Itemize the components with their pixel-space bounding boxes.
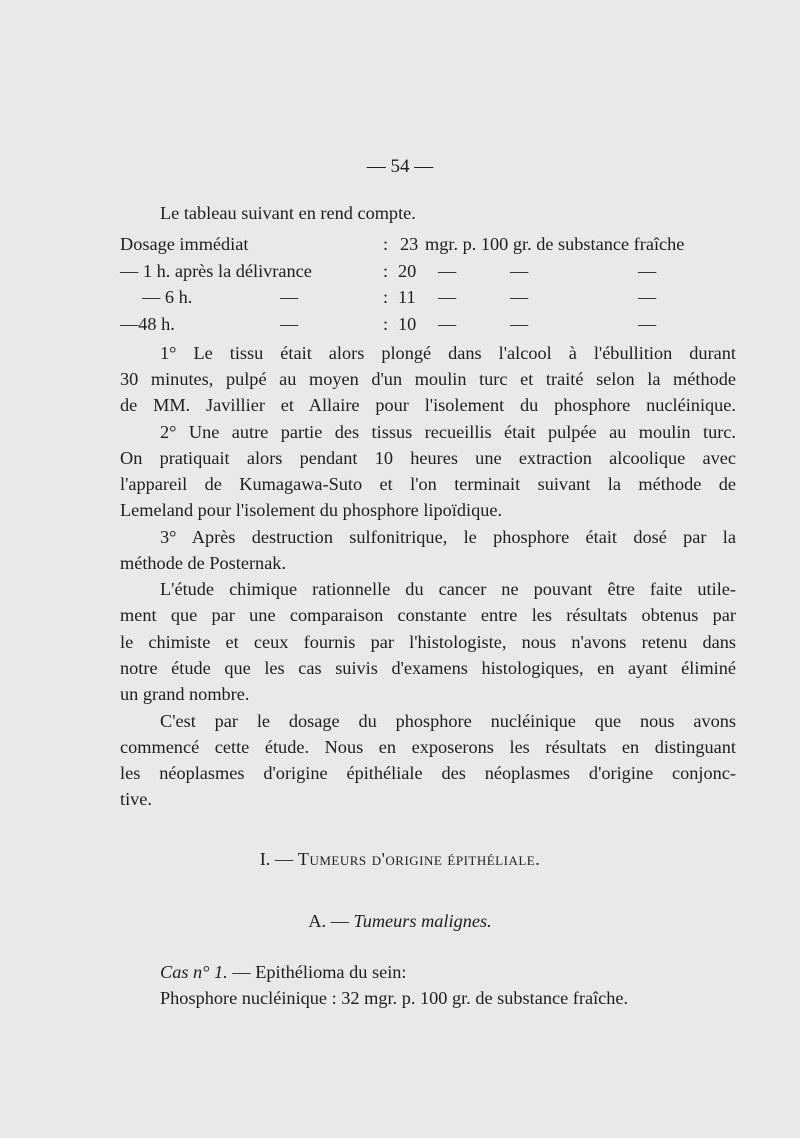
body-line: 30 minutes, pulpé au moyen d'un moulin turc et traité selon la méthode — [120, 369, 736, 389]
subsection-number: A. — — [308, 911, 354, 931]
table-unit: mgr. p. 100 gr. de substance fraîche — [425, 234, 685, 254]
body-line: 3° Après destruction sulfonitrique, le phosphore était dosé par la — [160, 527, 736, 547]
ditto-mark: — — [510, 287, 529, 307]
table-separator: : — [383, 261, 389, 281]
ditto-mark: — — [280, 314, 299, 334]
body-line: l'appareil de Kumagawa-Suto et l'on terminait suivant la méthode de — [120, 474, 736, 494]
body-line: 2° Une autre partie des tissus recueillis était pulpée au moulin turc. — [160, 422, 736, 442]
section-title: Tumeurs d'origine épithéliale. — [297, 849, 541, 869]
table-label: —48 h. — [120, 314, 175, 334]
body-line: Lemeland pour l'isolement du phosphore lipoïdique. — [120, 500, 503, 520]
body-line: commencé cette étude. Nous en exposerons les résultats en distinguant — [120, 737, 736, 757]
body-line: L'étude chimique rationnelle du cancer ne pouvant être faite utile- — [160, 579, 736, 599]
body-line: méthode de Posternak. — [120, 553, 287, 573]
body-line: tive. — [120, 789, 152, 809]
ditto-mark: — — [510, 314, 529, 334]
table-value: 10 — [398, 314, 417, 334]
case-title: — Epithélioma du sein: — [227, 962, 407, 982]
ditto-mark: — — [638, 261, 657, 281]
body-line: de MM. Javillier et Allaire pour l'isolement du phosphore nucléinique. — [120, 395, 736, 415]
body-line: ment que par une comparaison constante entre les résultats obtenus par — [120, 605, 736, 625]
subsection-heading — [0, 911, 800, 932]
page-number: — 54 — — [366, 156, 434, 177]
case-result: Phosphore nucléinique : 32 mgr. p. 100 gr. de substance fraîche. — [160, 988, 629, 1008]
body-line: C'est par le dosage du phosphore nucléinique que nous avons — [160, 711, 736, 731]
table-separator: : — [383, 287, 389, 307]
ditto-mark: — — [510, 261, 529, 281]
table-separator: : — [383, 314, 389, 334]
subsection-title: Tumeurs malignes. — [353, 911, 492, 931]
table-label: — 6 h. — [142, 287, 193, 307]
table-label: Dosage immédiat — [120, 234, 249, 254]
table-label: — 1 h. après la délivrance — [120, 261, 312, 281]
ditto-mark: — — [438, 314, 457, 334]
body-line: On pratiquait alors pendant 10 heures une extraction alcoolique avec — [120, 448, 736, 468]
body-line: le chimiste et ceux fournis par l'histologiste, nous n'avons retenu dans — [120, 632, 736, 652]
ditto-mark: — — [638, 287, 657, 307]
ditto-mark: — — [438, 287, 457, 307]
ditto-mark: — — [280, 287, 299, 307]
body-line: 1° Le tissu était alors plongé dans l'alcool à l'ébullition durant — [160, 343, 736, 363]
body-line: un grand nombre. — [120, 684, 250, 704]
table-value: 23 — [400, 234, 419, 254]
section-heading — [0, 849, 800, 870]
case-heading — [160, 959, 736, 985]
intro-line: Le tableau suivant en rend compte. — [160, 203, 416, 223]
ditto-mark: — — [638, 314, 657, 334]
body-line: les néoplasmes d'origine épithéliale des néoplasmes d'origine conjonc- — [120, 763, 736, 783]
section-number: I. — — [259, 849, 298, 869]
table-value: 20 — [398, 261, 417, 281]
table-separator: : — [383, 234, 389, 254]
ditto-mark: — — [438, 261, 457, 281]
case-label: Cas n° 1. — [160, 962, 228, 982]
body-line: notre étude que les cas suivis d'examens histologiques, en ayant éliminé — [120, 658, 736, 678]
table-value: 11 — [398, 287, 416, 307]
